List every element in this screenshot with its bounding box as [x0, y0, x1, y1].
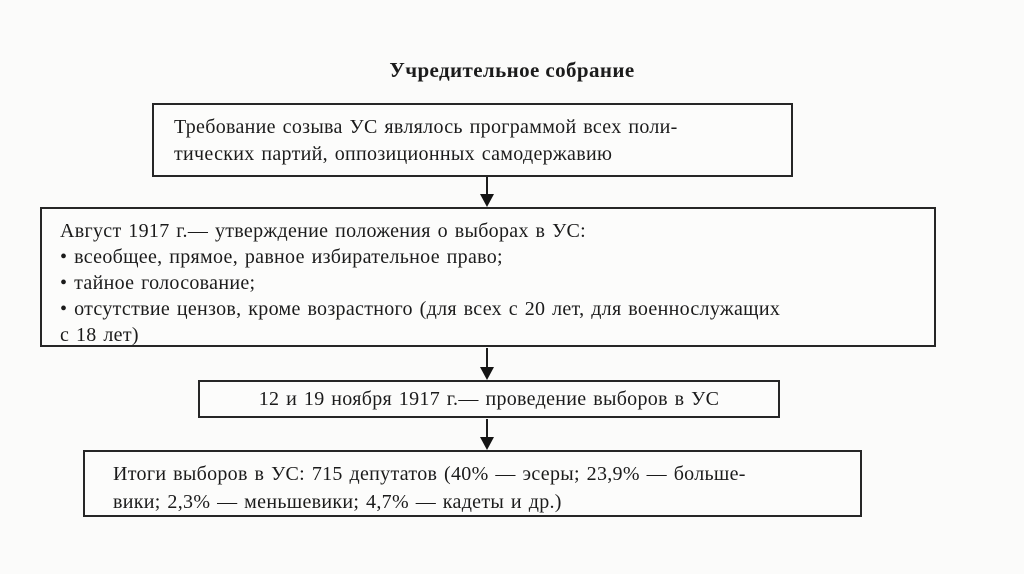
box-text-line: • тайное голосование; [60, 272, 256, 294]
flow-box-august-1917 [40, 207, 936, 347]
diagram-title: Учредительное собрание [389, 58, 635, 82]
flow-box-demand [152, 103, 793, 177]
flow-arrow-down-icon [480, 348, 494, 380]
box-text-line: Август 1917 г.— утверждение положения о выборах в УС: [60, 220, 587, 242]
flow-arrow-down-icon [480, 177, 494, 207]
flow-arrow-down-icon [480, 419, 494, 450]
flow-box-elections [198, 380, 780, 418]
box-text-line: тических партий, оппозиционных самодержавию [174, 143, 613, 165]
box-text-line: • отсутствие цензов, кроме возрастного (для всех с 20 лет, для военнослужащих [60, 298, 781, 320]
box-text-line: • всеобщее, прямое, равное избирательное право; [60, 246, 503, 268]
box-text-line: вики; 2,3% — меньшевики; 4,7% — кадеты и др.) [113, 491, 562, 513]
flow-box-results [83, 450, 862, 517]
box-text-line: Требование созыва УС являлось программой всех поли- [174, 116, 678, 138]
box-text-line: с 18 лет) [60, 324, 139, 346]
box-text-line: 12 и 19 ноября 1917 г.— проведение выборов в УС [258, 388, 720, 410]
box-text-line: Итоги выборов в УС: 715 депутатов (40% — эсеры; 23,9% — больше- [113, 463, 746, 485]
